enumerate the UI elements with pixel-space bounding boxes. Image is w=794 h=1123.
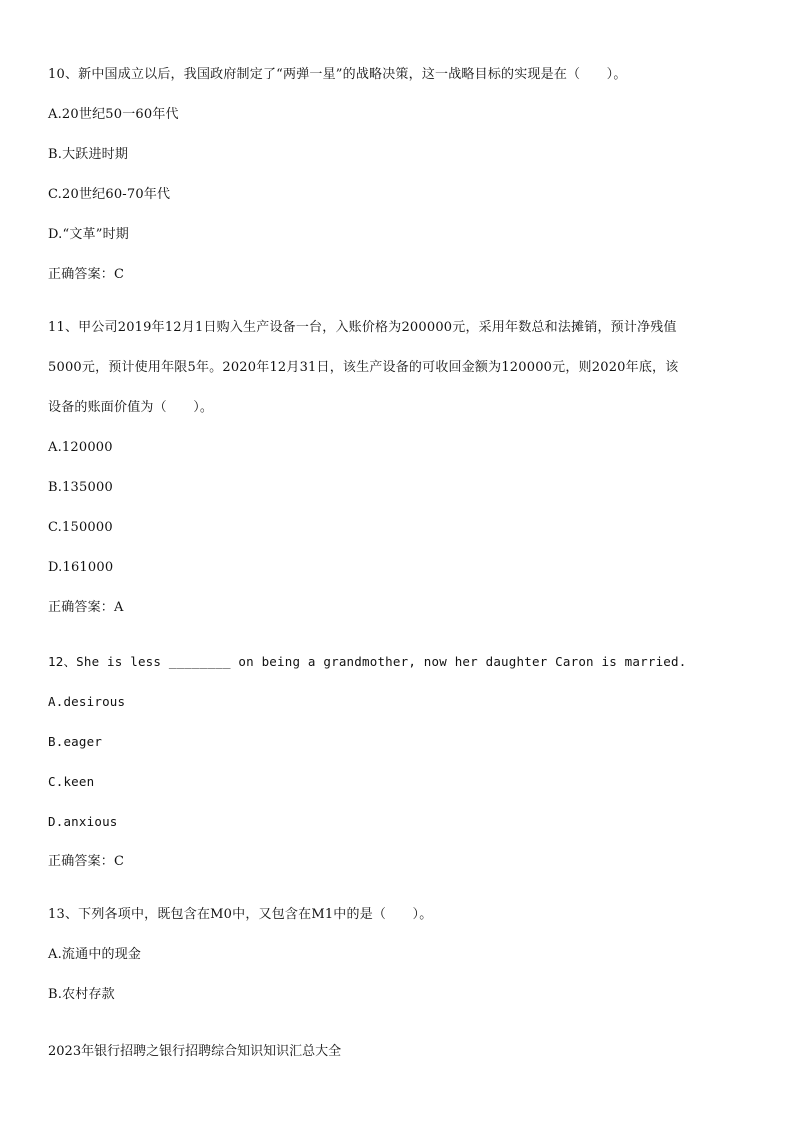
question-11-option-c: C.150000 xyxy=(48,520,113,535)
question-11-option-d: D.161000 xyxy=(48,560,114,575)
question-11-option-b: B.135000 xyxy=(48,480,113,495)
question-10-option-b: B.大跃进时期 xyxy=(48,147,129,162)
question-10-option-c: C.20世纪60-70年代 xyxy=(48,187,171,202)
question-11-option-a: A.120000 xyxy=(48,440,113,455)
question-12-option-d: D.anxious xyxy=(48,814,118,829)
question-13-stem-line-1: 13、下列各项中，既包含在M0中，又包含在M1中的是（ ）。 xyxy=(48,907,433,922)
question-13-option-a: A.流通中的现金 xyxy=(48,947,142,962)
question-12-option-c: C.keen xyxy=(48,774,95,789)
question-12-option-b: B.eager xyxy=(48,734,103,749)
question-11-stem-line-1: 11、甲公司2019年12月1日购入生产设备一台，入账价格为200000元，采用年数总和法摊销，预计净残值 xyxy=(48,320,677,335)
question-10-answer: 正确答案：C xyxy=(48,267,125,282)
question-13-option-b: B.农村存款 xyxy=(48,987,115,1002)
question-11-stem-line-2: 5000元，预计使用年限5年。2020年12月31日，该生产设备的可收回金额为120000元，则2020年底，该 xyxy=(48,360,679,375)
question-10-option-d: D.“文革”时期 xyxy=(48,227,129,242)
question-10-option-a: A.20世纪50一60年代 xyxy=(48,107,179,122)
question-12-answer: 正确答案：C xyxy=(48,854,125,869)
question-10-stem-line-1: 10、新中国成立以后，我国政府制定了“两弹一星”的战略决策，这一战略目标的实现是在（ ）。 xyxy=(48,67,627,82)
question-11-stem-line-3: 设备的账面价值为（ ）。 xyxy=(48,400,214,415)
document-footer-title: 2023年银行招聘之银行招聘综合知识知识汇总大全 xyxy=(48,1044,342,1059)
question-12-option-a: A.desirous xyxy=(48,694,126,709)
question-11-answer: 正确答案：A xyxy=(48,600,124,615)
question-12-stem-line-1: 12、She is less ________ on being a grandmother, now her daughter Caron is married. xyxy=(48,654,687,669)
